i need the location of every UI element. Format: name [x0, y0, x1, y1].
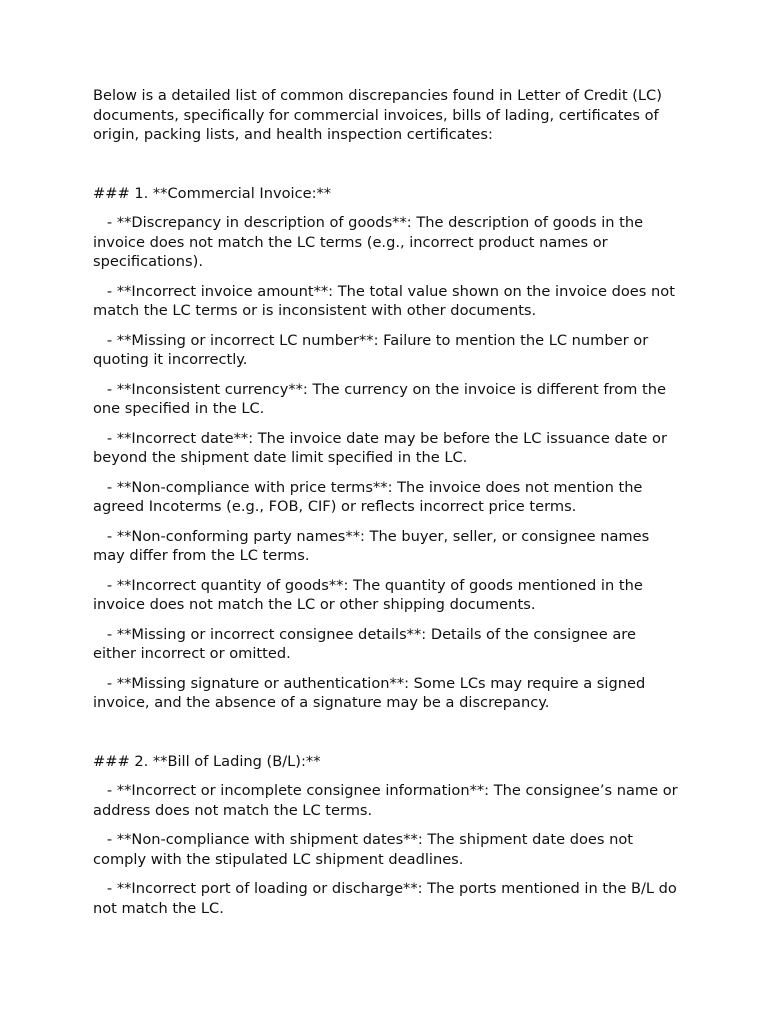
list-item: - **Incorrect invoice amount**: The total value shown on the invoice does not match the LC terms or is inconsistent with other documents. — [93, 282, 680, 319]
document-page — [93, 86, 683, 928]
section-bill-of-lading — [93, 752, 683, 919]
list-item: - **Discrepancy in description of goods**: The description of goods in the invoice does not match the LC terms (e.g., incorrect product names or specifications). — [93, 214, 648, 270]
section-heading: ### 1. **Commercial Invoice:** — [93, 184, 332, 202]
list-item: - **Non-compliance with shipment dates**: The shipment date does not comply with the stipulated LC shipment deadlines. — [93, 831, 638, 868]
list-item: - **Missing or incorrect LC number**: Failure to mention the LC number or quoting it incorrectly. — [93, 331, 653, 368]
list-item: - **Incorrect quantity of goods**: The quantity of goods mentioned in the invoice does not match the LC or other shipping documents. — [93, 576, 648, 613]
list-item: - **Non-conforming party names**: The buyer, seller, or consignee names may differ from the LC terms. — [93, 527, 654, 564]
list-item: - **Incorrect or incomplete consignee information**: The consignee’s name or address does not match the LC terms. — [93, 782, 683, 819]
list-item: - **Missing signature or authentication**: Some LCs may require a signed invoice, and the absence of a signature may be a discrepancy. — [93, 674, 650, 711]
list-item: - **Missing or incorrect consignee details**: Details of the consignee are either incorrect or omitted. — [93, 625, 641, 662]
section-commercial-invoice — [93, 184, 683, 713]
list-item: - **Non-compliance with price terms**: The invoice does not mention the agreed Incoterms (e.g., FOB, CIF) or reflects incorrect price terms. — [93, 478, 648, 515]
list-item: - **Incorrect date**: The invoice date may be before the LC issuance date or beyond the shipment date limit specified in the LC. — [93, 429, 672, 466]
list-item: - **Inconsistent currency**: The currency on the invoice is different from the one specified in the LC. — [93, 380, 671, 417]
intro-paragraph: Below is a detailed list of common discrepancies found in Letter of Credit (LC) documents, specifically for commercial invoices, bills of lading, certificates of origin, packing lists, and health inspection certificates: — [93, 87, 662, 143]
section-heading: ### 2. **Bill of Lading (B/L):** — [93, 752, 321, 770]
list-item: - **Incorrect port of loading or discharge**: The ports mentioned in the B/L do not match the LC. — [93, 880, 682, 917]
